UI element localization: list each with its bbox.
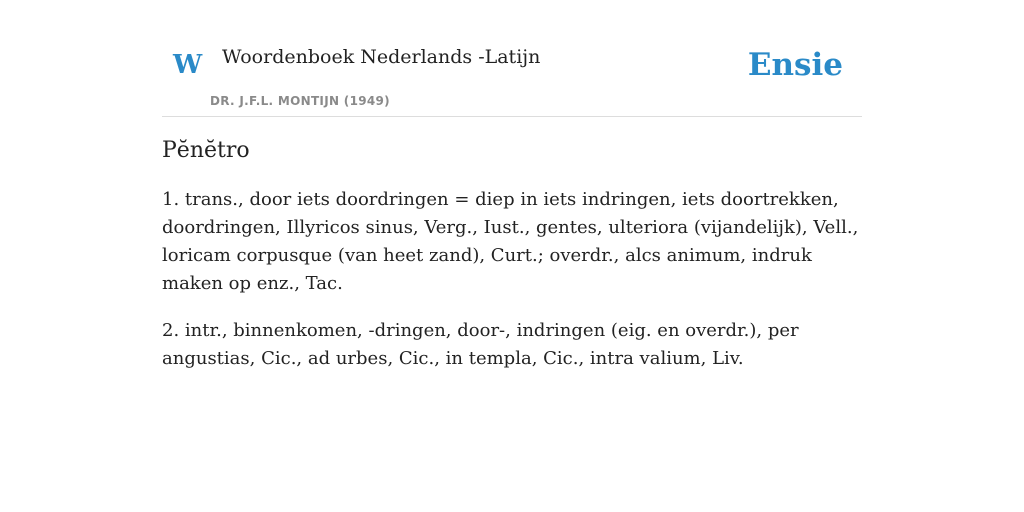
entry-sense-1: 1. trans., door iets doordringen = diep in iets indringen, iets doortrekken, doordringen, Illyricos sinus, Verg., Iust., gentes, ulteriora (vijandelijk), Vell., loricam corpusque (van heet zand), Curt.; overdr., alcs animum, indruk maken op enz., Tac.: [162, 189, 859, 295]
entry-sense-2: 2. intr., binnenkomen, -dringen, door-, indringen (eig. en overdr.), per angustias, Cic., ad urbes, Cic., in templa, Cic., intra valium, Liv.: [162, 320, 799, 370]
dictionary-header: [162, 0, 862, 117]
dictionary-title[interactable]: Woordenboek Nederlands -Latijn: [222, 46, 541, 68]
dictionary-entry: [162, 138, 862, 392]
ensie-brand-link[interactable]: Ensie: [747, 47, 843, 83]
dictionary-author: DR. J.F.L. MONTIJN (1949): [210, 94, 390, 108]
entry-headword: Pĕnĕtro: [162, 138, 250, 163]
dictionary-logo: W: [173, 50, 203, 80]
dictionary-card: [162, 0, 862, 512]
